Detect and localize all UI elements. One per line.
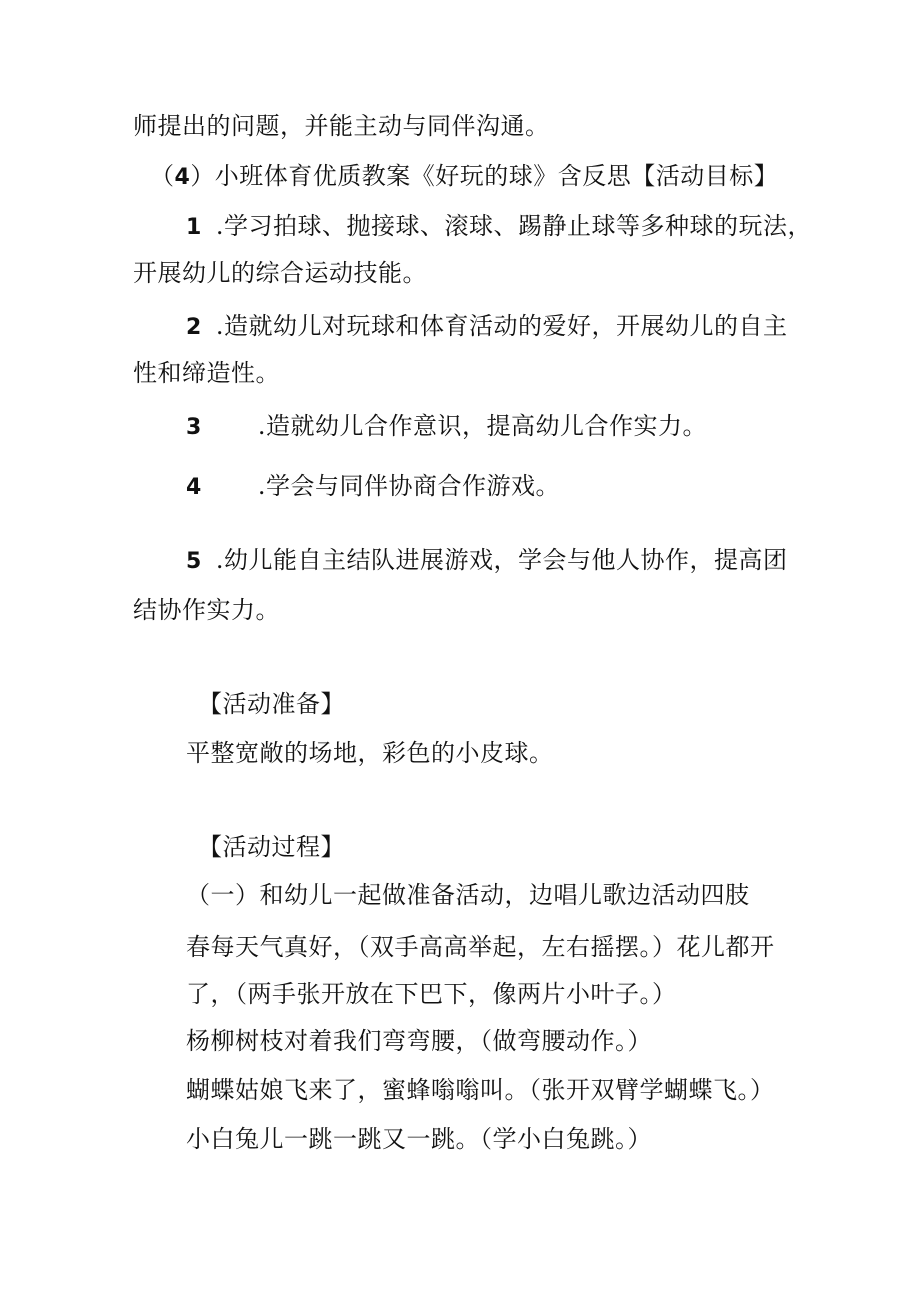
process-line-2: 春每天气真好，（双手高高举起，左右摇摆。）花儿都开: [186, 933, 775, 961]
goal-2-line-2: 性和缔造性。: [133, 359, 280, 387]
goal-2-line-1: [186, 311, 787, 343]
prep-text: 平整宽敞的场地，彩色的小皮球。: [186, 739, 554, 767]
section-4-open-paren: （: [150, 162, 175, 190]
paragraph-continuation: 师提出的问题，并能主动与同伴沟通。: [133, 112, 550, 140]
goal-5-line-2: 结协作实力。: [133, 596, 280, 624]
goal-3-line: [186, 411, 707, 443]
goal-1-text: .学习拍球、抛接球、滚球、踢静止球等多种球的玩法，: [215, 212, 812, 240]
goal-5-number: 5: [186, 549, 202, 574]
process-line-4: 杨柳树枝对着我们弯弯腰，（做弯腰动作。）: [186, 1027, 652, 1055]
goal-5-line-1: [186, 545, 787, 577]
section-4-title: ）小班体育优质教案《好玩的球》含反思【活动目标】: [190, 162, 779, 190]
goal-4-text: .学会与同伴协商合作游戏。: [257, 472, 560, 500]
process-line-3: 了，（两手张开放在下巴下，像两片小叶子。）: [186, 980, 677, 1008]
goal-2-text: .造就幼儿对玩球和体育活动的爱好，开展幼儿的自主: [215, 312, 788, 340]
goal-1-line-2: 开展幼儿的综合运动技能。: [133, 259, 427, 287]
goal-2-number: 2: [186, 315, 202, 340]
section-4-number: 4: [174, 165, 191, 190]
goal-1-number: 1: [186, 215, 202, 240]
process-heading: 【活动过程】: [198, 833, 345, 861]
process-line-1: （一）和幼儿一起做准备活动，边唱儿歌边活动四肢: [186, 881, 750, 909]
goal-3-number: 3: [186, 415, 202, 440]
goal-5-text: .幼儿能自主结队进展游戏，学会与他人协作，提高团: [215, 546, 788, 574]
goal-4-number: 4: [186, 475, 202, 500]
goal-3-text: .造就幼儿合作意识，提高幼儿合作实力。: [257, 412, 707, 440]
process-line-6: 小白兔儿一跳一跳又一跳。（学小白兔跳。）: [186, 1125, 652, 1153]
section-4-heading: [150, 161, 778, 193]
prep-heading: 【活动准备】: [198, 690, 345, 718]
process-line-5: 蝴蝶姑娘飞来了，蜜蜂嗡嗡叫。（张开双臂学蝴蝶飞。）: [186, 1076, 775, 1104]
goal-4-line: [186, 471, 560, 503]
goal-1-line-1: [186, 211, 812, 243]
